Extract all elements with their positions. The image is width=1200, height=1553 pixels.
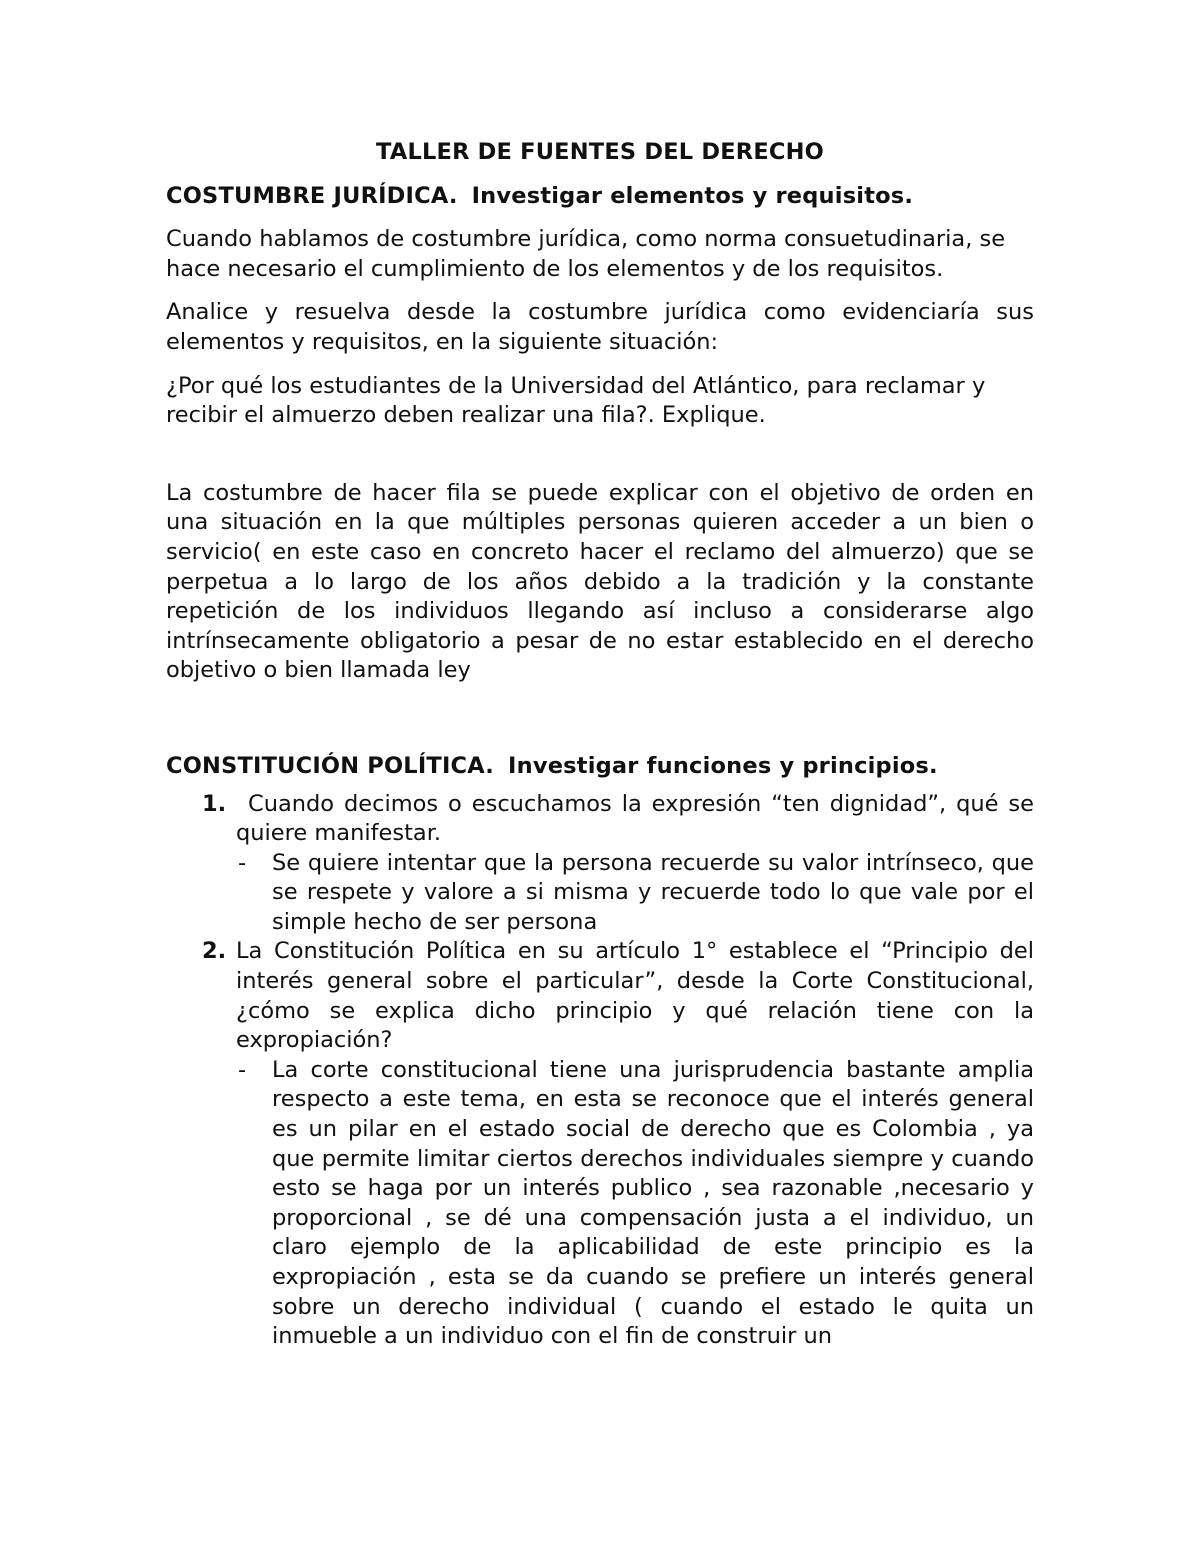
document-title: TALLER DE FUENTES DEL DERECHO xyxy=(376,139,824,165)
answer-list xyxy=(236,1056,1034,1352)
paragraph-answer: La costumbre de hacer fila se puede explicar con el objetivo de orden en una situación en la que múltiples personas quieren acceder a un bien o servicio( en este caso en concreto hacer el reclamo del almuerzo) que se perpetua a lo largo de los años debido a la tradición y la constante repetición de los individuos llegando así incluso a considerarse algo intrínsecamente obligatorio a pesar de no estar establecido en el derecho objetivo o bien llamada ley xyxy=(166,479,1034,684)
question-list xyxy=(166,790,1034,1352)
paragraph-intro: Cuando hablamos de costumbre jurídica, como norma consuetudinaria, se hace necesario el cumplimiento de los elementos y de los requisitos. xyxy=(166,226,1006,282)
list-item xyxy=(166,790,1034,938)
paragraph-question: ¿Por qué los estudiantes de la Universidad del Atlántico, para reclamar y recibir el almuerzo deben realizar una fila?. Explique. xyxy=(166,372,986,429)
answer-text: La corte constitucional tiene una jurisprudencia bastante amplia respecto a este tema, en esta se reconoce que el interés general es un pilar en el estado social de derecho que es Colombia , ya que permite limitar ciertos derechos individuales siempre y cuando esto se haga por un interés publico , sea razonable ,necesario y proporcional , se dé una compensación justa a el individuo, un claro ejemplo de la aplicabilidad de este principio es la expropiación , esta se da cuando se prefiere un interés general sobre un derecho individual ( cuando el estado le quita un inmueble a un individuo con el fin de construir un xyxy=(272,1056,1034,1350)
section-heading-instruction: Investigar funciones y principios. xyxy=(508,752,938,779)
question-text: Cuando decimos o escuchamos la expresión “ten dignidad”, qué se quiere manifestar. xyxy=(236,790,1034,847)
section-heading-label: CONSTITUCIÓN POLÍTICA. xyxy=(166,752,495,779)
dash-bullet: - xyxy=(238,1056,247,1083)
paragraph-instruction: Analice y resuelva desde la costumbre jurídica como evidenciaría sus elementos y requisitos, en la siguiente situación: xyxy=(166,299,1034,355)
section-heading-constitucion xyxy=(166,752,1034,782)
list-item xyxy=(236,849,1034,938)
list-item xyxy=(166,937,1034,1351)
answer-text: Se quiere intentar que la persona recuerde su valor intrínseco, que se respete y valore a si misma y recuerde todo lo que vale por el simple hecho de ser persona xyxy=(272,849,1034,935)
document-page xyxy=(166,138,1034,1352)
section-heading-label: COSTUMBRE JURÍDICA. xyxy=(166,182,458,209)
question-number: 2. xyxy=(202,938,227,965)
section-heading-instruction: Investigar elementos y requisitos. xyxy=(471,182,914,209)
dash-bullet: - xyxy=(238,849,247,876)
section-heading-costumbre xyxy=(166,182,1034,212)
question-text: La Constitución Política en su artículo 1° establece el “Principio del interés general sobre el particular”, desde la Corte Constitucional, ¿cómo se explica dicho principio y qué relación tiene con la expropiación? xyxy=(236,938,1034,1054)
list-item xyxy=(236,1056,1034,1352)
answer-list xyxy=(236,849,1034,938)
question-number: 1. xyxy=(202,790,227,817)
